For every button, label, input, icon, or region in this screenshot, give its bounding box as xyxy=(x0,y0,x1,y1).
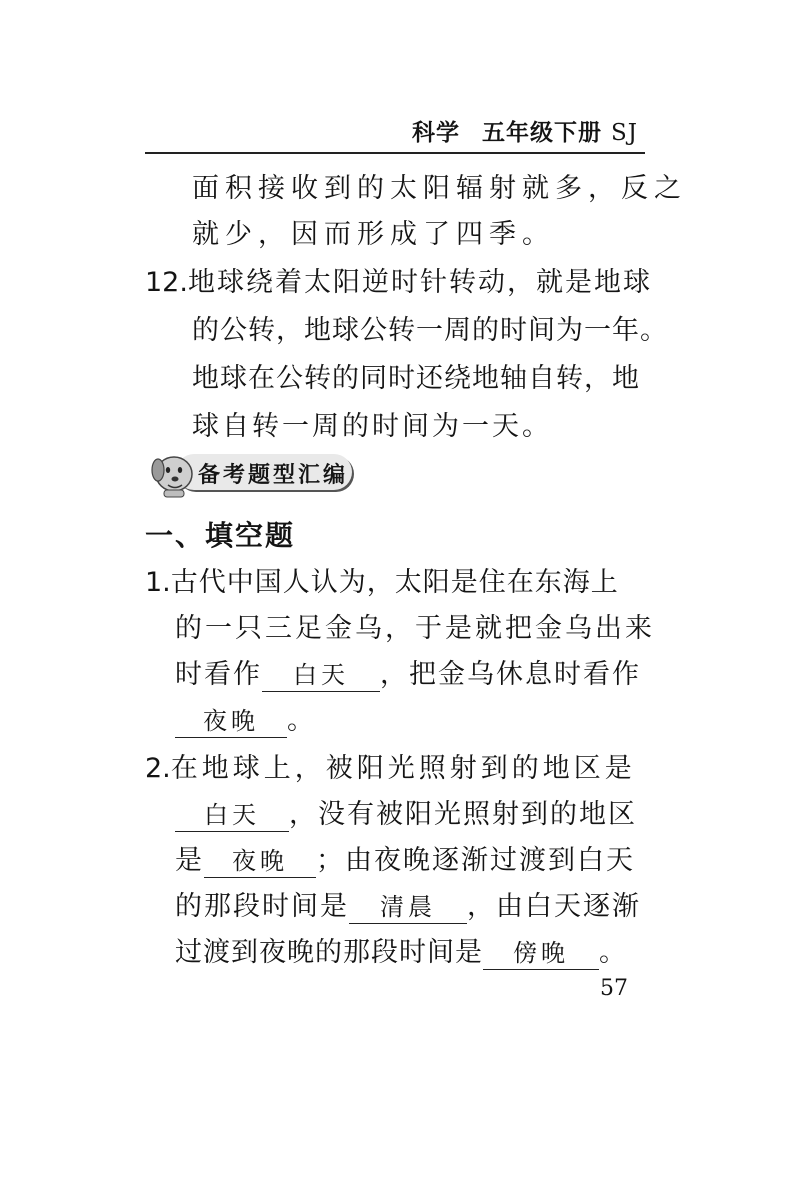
header-rule xyxy=(145,152,645,154)
answer-blank: 白天 xyxy=(262,659,380,692)
question-line-with-blank xyxy=(175,698,317,738)
running-header xyxy=(412,114,638,147)
question-line-with-blank xyxy=(175,838,635,878)
answer-line: 就少，因而形成了四季。 xyxy=(192,219,555,250)
question-number: 1. xyxy=(145,567,171,598)
question-line-with-blank xyxy=(175,652,641,692)
question-text: 时看作 xyxy=(175,659,262,690)
question-text: 。 xyxy=(599,937,627,968)
question-line: 的一只三足金乌，于是就把金乌出来 xyxy=(175,613,655,644)
answer-blank: 夜晚 xyxy=(175,705,287,738)
banner-label: 备考题型汇编 xyxy=(198,463,349,488)
question-number: 2. xyxy=(145,753,171,784)
answer-line: 球自转一周的时间为一天。 xyxy=(192,411,552,442)
answer-item-12 xyxy=(145,260,652,299)
question-text: ，没有被阳光照射到的地区 xyxy=(289,799,637,830)
answer-line: 的公转，地球公转一周的时间为一年。 xyxy=(192,315,668,346)
question-text: 是 xyxy=(175,845,204,876)
question-1 xyxy=(145,560,619,599)
question-text: 。 xyxy=(287,705,317,736)
question-text: 过渡到夜晚的那段时间是 xyxy=(175,937,483,968)
question-text: ；由夜晚逐渐过渡到白天 xyxy=(316,845,635,876)
question-line: 古代中国人认为，太阳是住在东海上 xyxy=(170,567,619,598)
question-line-with-blank xyxy=(175,930,627,970)
header-edition: SJ xyxy=(611,120,638,146)
answer-blank: 清晨 xyxy=(349,891,467,924)
answer-blank: 傍晚 xyxy=(483,937,599,970)
section-banner xyxy=(148,446,358,498)
answer-blank: 白天 xyxy=(175,799,289,832)
answer-line: 面积接收到的太阳辐射就多，反之 xyxy=(192,173,687,204)
header-subject: 科学 xyxy=(412,120,460,146)
answer-line: 地球在公转的同时还绕地轴自转，地 xyxy=(192,363,640,394)
question-text: ，由白天逐渐 xyxy=(467,891,641,922)
answer-line: 地球绕着太阳逆时针转动，就是地球 xyxy=(187,267,652,298)
question-line: 在地球上，被阳光照射到的地区是 xyxy=(170,753,636,784)
answer-blank: 夜晚 xyxy=(204,845,316,878)
question-2 xyxy=(145,746,636,785)
question-text: 的那段时间是 xyxy=(175,891,349,922)
dog-mascot-icon xyxy=(148,446,204,498)
section-title: 一、填空题 xyxy=(145,519,296,552)
question-line-with-blank xyxy=(175,884,641,924)
page-number: 57 xyxy=(600,976,628,1001)
item-number: 12. xyxy=(145,267,188,298)
header-book: 五年级下册 xyxy=(482,120,602,146)
question-line-with-blank xyxy=(175,792,637,832)
question-text: ，把金乌休息时看作 xyxy=(380,659,641,690)
